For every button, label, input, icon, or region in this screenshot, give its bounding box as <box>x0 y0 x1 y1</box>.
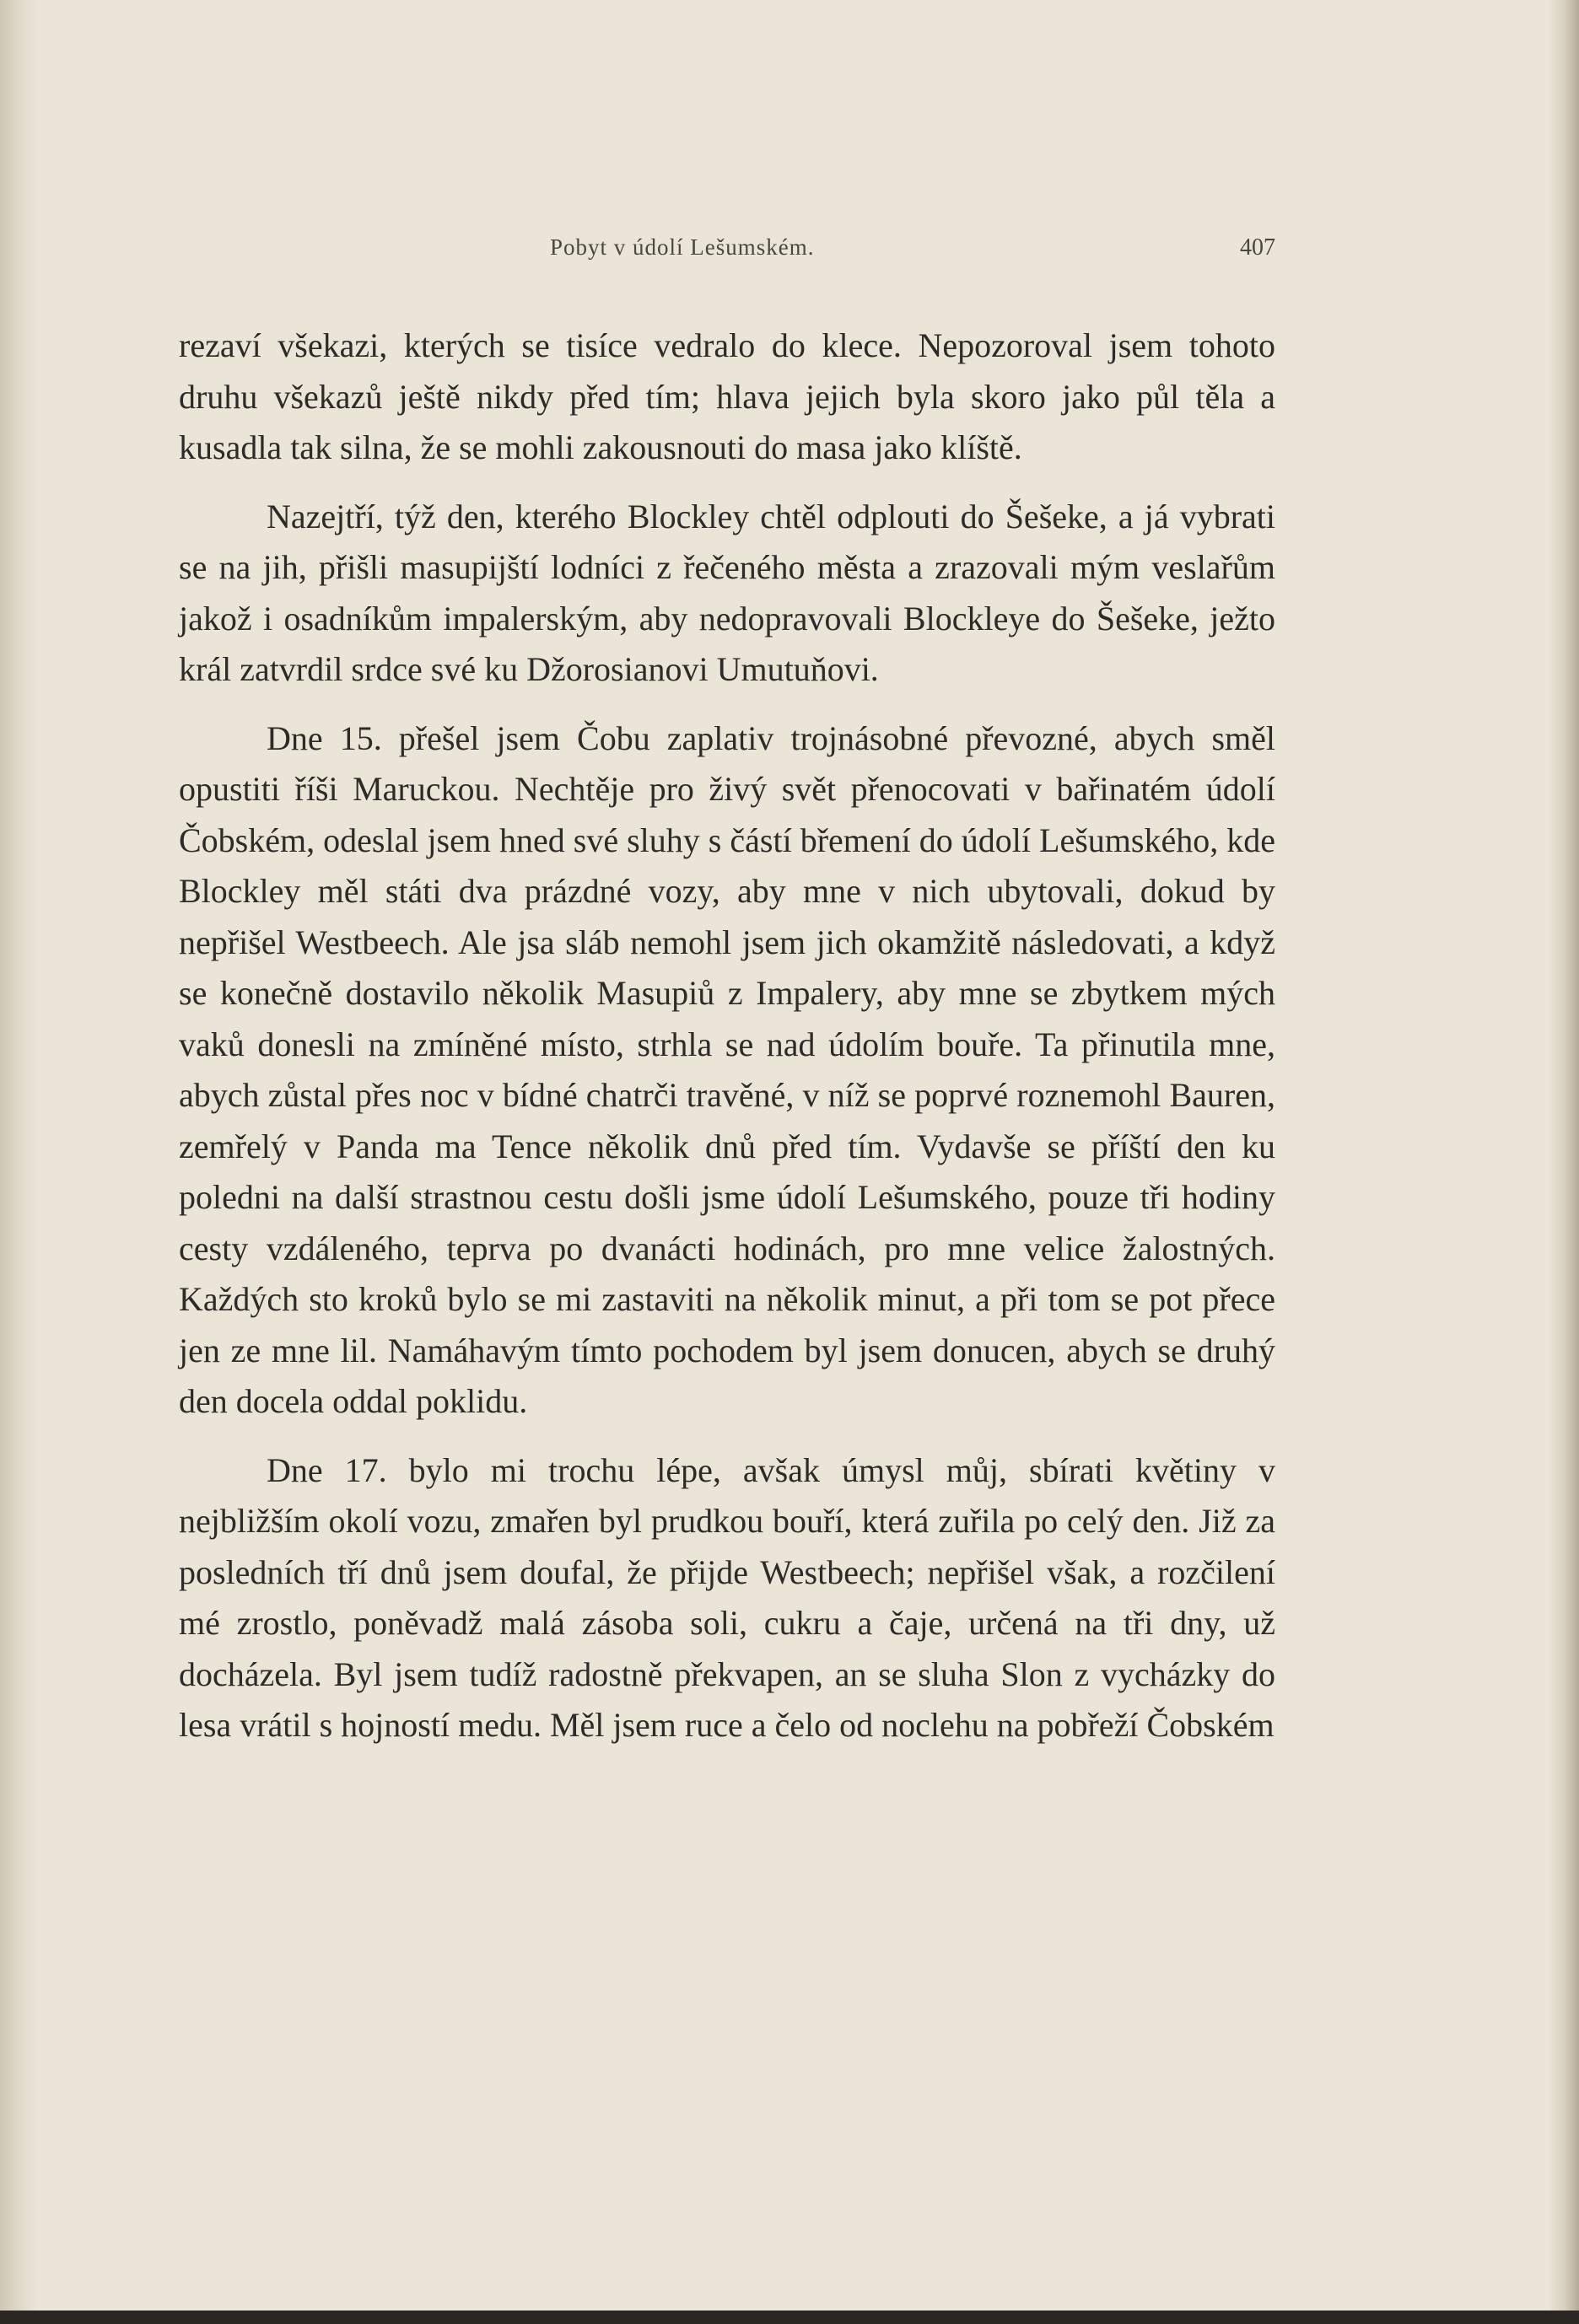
page-number: 407 <box>1240 234 1275 261</box>
scan-bottom-border <box>0 2311 1579 2324</box>
page-outer-edge <box>1550 0 1579 2324</box>
paragraph-continuation: rezaví všekazi, kterých se tisíce vedralo do klece. Nepozoroval jsem tohoto druhu všekazů ještě nikdy před tím; hlava jejich byla skoro jako půl těla a kusadla tak silna, že se mohli zakousnouti do masa jako klíště. <box>179 326 1275 466</box>
running-title: Pobyt v údolí Lešumském. <box>550 234 815 260</box>
page-binding-edge <box>0 0 39 2324</box>
running-head <box>179 234 1275 268</box>
body-text <box>179 320 1275 1751</box>
paragraph: Dne 15. přešel jsem Čobu zaplativ trojnásobné převozné, abych směl opustiti říši Maruckou. Nechtěje pro živý svět přenocovati v bařinatém údolí Čobském, odeslal jsem hned své sluhy s částí břemení do údolí Lešumského, kde Blockley měl státi dva prázdné vozy, aby mne v nich ubytovali, dokud by nepřišel Westbeech. Ale jsa sláb nemohl jsem jich okamžitě následovati, a když se konečně dostavilo několik Masupiů z Impalery, aby mne se zbytkem mých vaků donesli na zmíněné místo, strhla se nad údolím bouře. Ta přinutila mne, abych zůstal přes noc v bídné chatrči travěné, v níž se poprvé roznemohl Bauren, zemřelý v Panda ma Tence několik dnů před tím. Vydavše se příští den ku poledni na další strastnou cestu došli jsme údolí Lešumského, pouze tři hodiny cesty vzdáleného, teprva po dvanácti hodinách, pro mne velice žalostných. Každých sto kroků bylo se mi zastaviti na několik minut, a při tom se pot přece jen ze mne lil. Namáhavým tímto pochodem byl jsem donucen, abych se druhý den docela oddal poklidu. <box>179 718 1275 1420</box>
paragraph: Nazejtří, týž den, kterého Blockley chtěl odplouti do Šešeke, a já vybrati se na jih, přišli masupijští lodníci z řečeného města a zrazovali mým veslařům jakož i osadníkům impalerským, aby nedopravovali Blockleye do Šešeke, ježto král zatvrdil srdce své ku Džorosianovi Umutuňovi. <box>179 497 1275 688</box>
paragraph: Dne 17. bylo mi trochu lépe, avšak úmysl můj, sbírati květiny v nejbližším okolí vozu, zmařen byl prudkou bouří, která zuřila po celý den. Již za posledních tří dnů jsem doufal, že přijde Westbeech; nepřišel však, a rozčilení mé zrostlo, poněvadž malá zásoba soli, cukru a čaje, určená na tři dny, už docházela. Byl jsem tudíž radostně překvapen, an se sluha Slon z vycházky do lesa vrátil s hojností medu. Měl jsem ruce a čelo od noclehu na pobřeží Čobském <box>179 1450 1275 1744</box>
